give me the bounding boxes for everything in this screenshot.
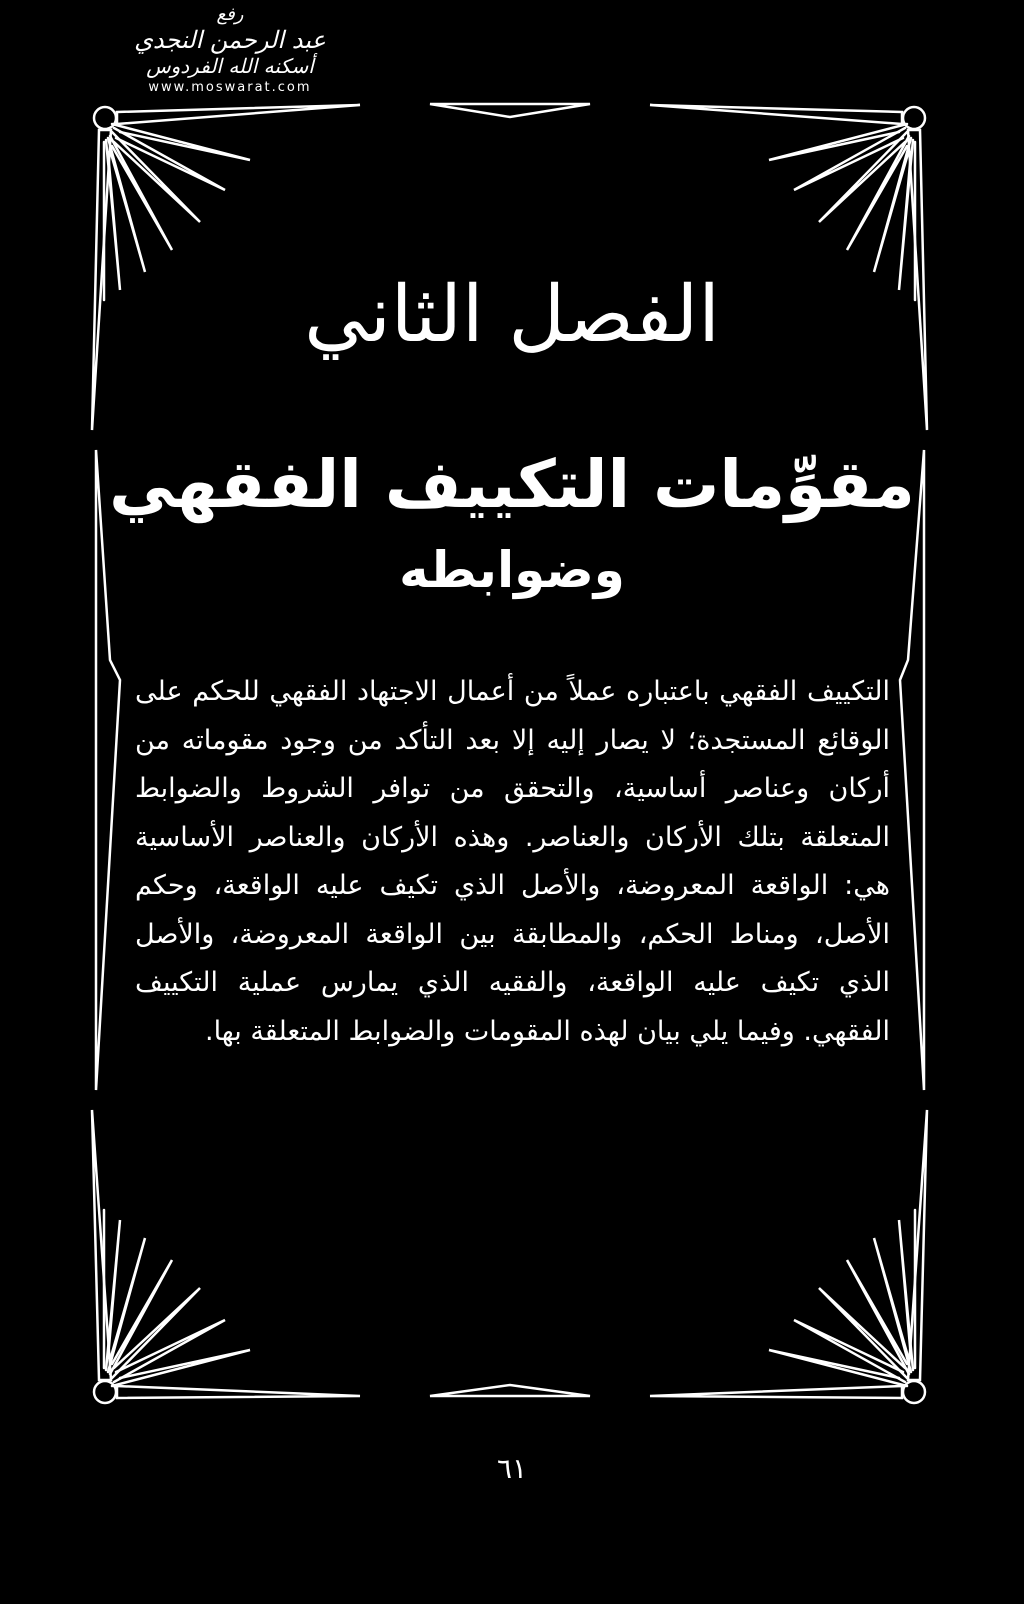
bottom-right-border-spike [650,1386,902,1398]
corner-ornament-top-left [94,107,116,129]
stamp-top-text: رفع [216,4,244,25]
bottom-left-border-spike [117,1386,360,1398]
top-center-ornament [430,104,590,117]
top-right-border-spike [650,105,902,124]
chapter-heading: الفصل الثاني [304,270,720,360]
corner-ornament-top-right [903,107,925,129]
bottom-center-ornament [430,1385,590,1396]
top-left-border-spike [117,105,360,124]
corner-ornament-bottom-left [94,1381,116,1403]
stamp-url-text: www.moswarat.com [148,80,312,95]
fan-ornament-bottom-left [104,1210,250,1386]
chapter-title: مقوِّمات التكييف الفقهي [109,446,915,523]
fan-ornament-bottom-right [769,1210,915,1386]
stamp-sub-text: أسكنه الله الفردوس [146,54,314,78]
body-paragraph: التكييف الفقهي باعتباره عملاً من أعمال الاجتهاد الفقهي للحكم على الوقائع المستجدة؛ لا يصار إليه إلا بعد التأكد من وجود مقوماته من أركان وعناصر أساسية، والتحقق من توافر الشروط والضوابط المتعلقة بتلك الأركان والعناصر. وهذه الأركان والعناصر الأساسية هي: الواقعة المعروضة، والأصل الذي تكيف عليه الواقعة، وحكم الأصل، ومناط الحكم، والمطابقة بين الواقعة المعروضة، والأصل الذي تكيف عليه الواقعة، والفقيه الذي يمارس عملية التكييف الفقهي. وفيما يلي بيان لهذه المقومات والضوابط المتعلقة بها. [135,676,890,1047]
corner-ornament-bottom-right [903,1381,925,1403]
chapter-subtitle: وضوابطه [399,541,625,599]
page-number: ٦١ [496,1452,528,1485]
stamp-name-text: عبد الرحمن النجدي [134,26,326,54]
